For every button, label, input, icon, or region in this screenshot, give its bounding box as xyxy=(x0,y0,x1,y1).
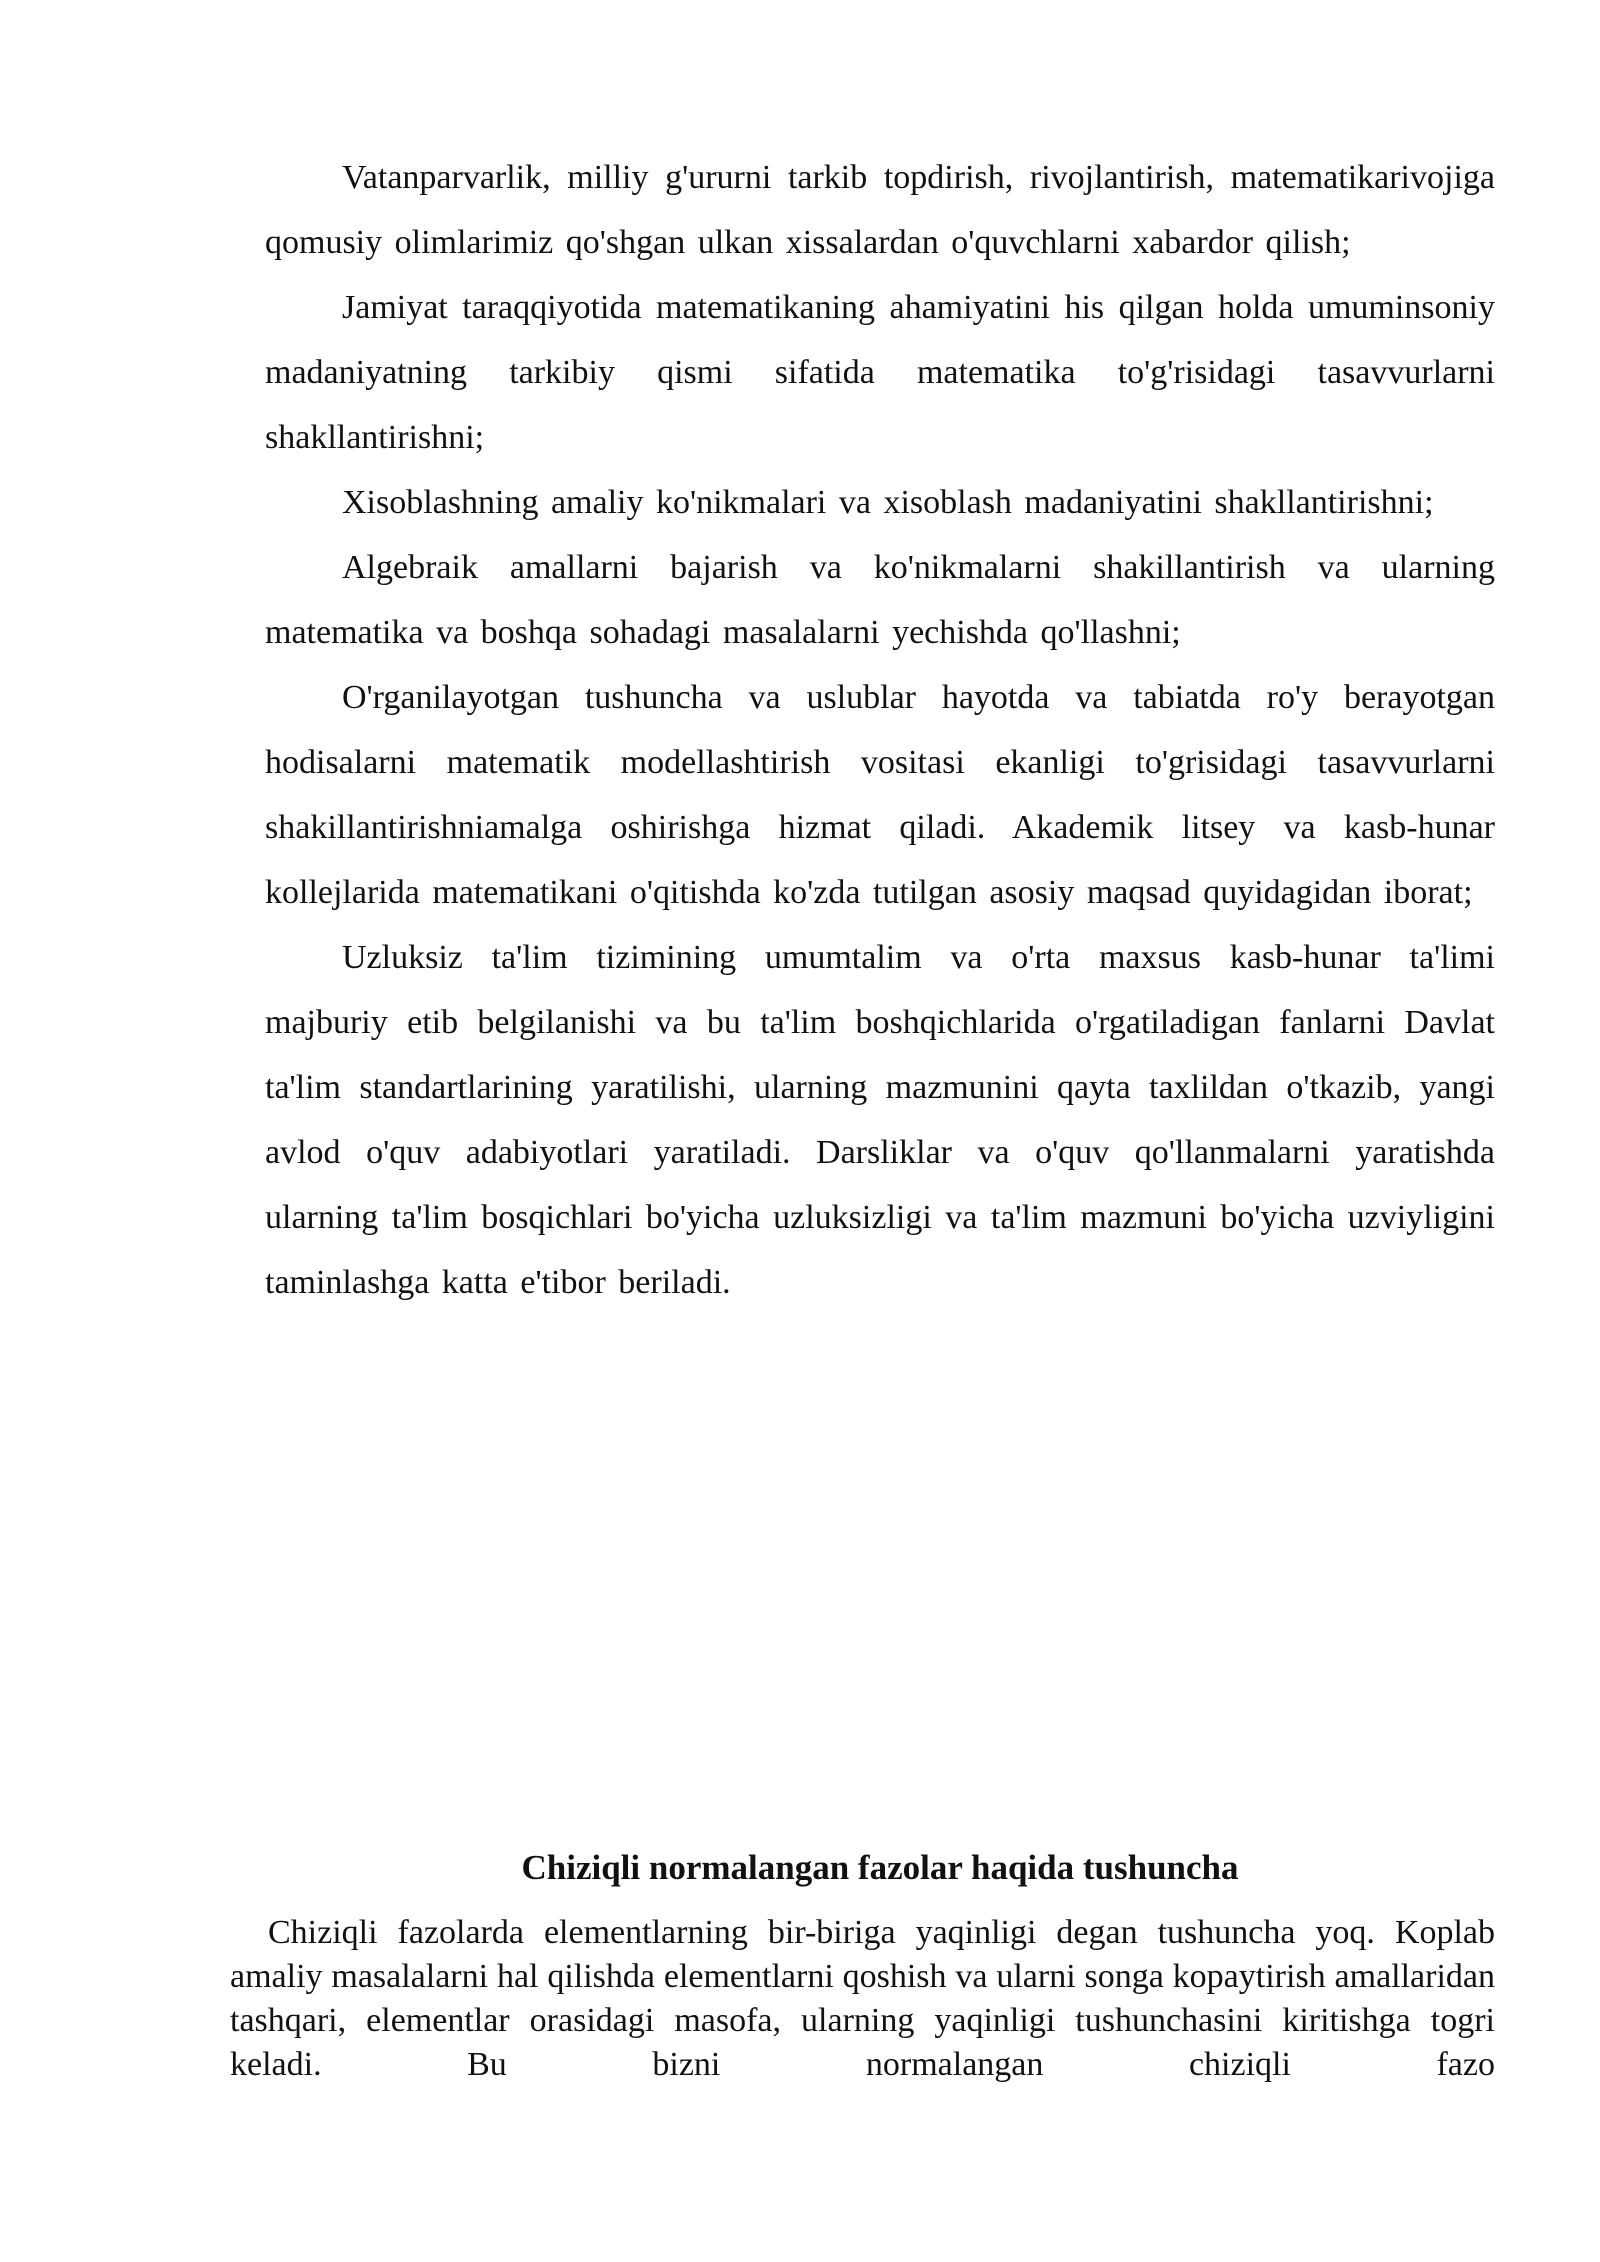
paragraph-society-development: Jamiyat taraqqiyotida matematikaning ahamiyatini his qilgan holda umuminsoniy madaniyatning tarkibiy qismi sifatida matematika to'g'risidagi tasavvurlarni shakllantirishni; xyxy=(265,289,1495,456)
paragraph-continuous-education: Uzluksiz ta'lim tizimining umumtalim va o'rta maxsus kasb-hunar ta'limi majburiy etib belgilanishi va bu ta'lim boshqichlarida o'rgatiladigan fanlarni Davlat ta'lim standartlarining yaratilishi, ularning mazmunini qayta taxlildan o'tkazib, yangi avlod o'quv adabiyotlari yaratiladi. Darsliklar va o'quv qo'llanmalarni yaratishda ularning ta'lim bosqichlari bo'yicha uzluksizligi va ta'lim mazmuni bo'yicha uzviyligini taminlashga katta e'tibor beriladi. xyxy=(265,939,1495,1301)
paragraph-calculation-skills: Xisoblashning amaliy ko'nikmalari va xisoblash madaniyatini shakllantirishni; xyxy=(342,484,1434,521)
body-text-section xyxy=(265,145,1495,1315)
paragraph-patriotism: Vatanparvarlik, milliy g'ururni tarkib topdirish, rivojlantirish, matematikarivojiga qomusiy olimlarimiz qo'shgan ulkan xissalardan o'quvchlarni xabardor qilish; xyxy=(265,159,1495,261)
paragraph-linear-spaces: Chiziqli fazolarda elementlarning bir-biriga yaqinligi degan tushuncha yoq. Koplab amaliy masalalarni hal qilishda elementlarni qoshish va ularni songa kopaytirish amallaridan tashqari, elementlar orasidagi masofa, ularning yaqinligi tushunchasini kiritishga togri keladi. Bu bizni normalangan chiziqli fazo xyxy=(230,1914,1495,2083)
section-body xyxy=(230,1911,1495,2087)
paragraph-modelling: O'rganilayotgan tushuncha va uslublar hayotda va tabiatda ro'y berayotgan hodisalarni matematik modellashtirish vositasi ekanligi to'grisidagi tasavvurlarni shakillantirishniamalga oshirishga hizmat qiladi. Akademik litsey va kasb-hunar kollejlarida matematikani o'qitishda ko'zda tutilgan asosiy maqsad quyidagidan iborat; xyxy=(265,679,1495,911)
paragraph-algebraic-operations: Algebraik amallarni bajarish va ko'nikmalarni shakillantirish va ularning matematika va boshqa sohadagi masalalarni yechishda qo'llashni; xyxy=(265,549,1495,651)
section-heading: Chiziqli normalangan fazolar haqida tushuncha xyxy=(521,1848,1239,1887)
